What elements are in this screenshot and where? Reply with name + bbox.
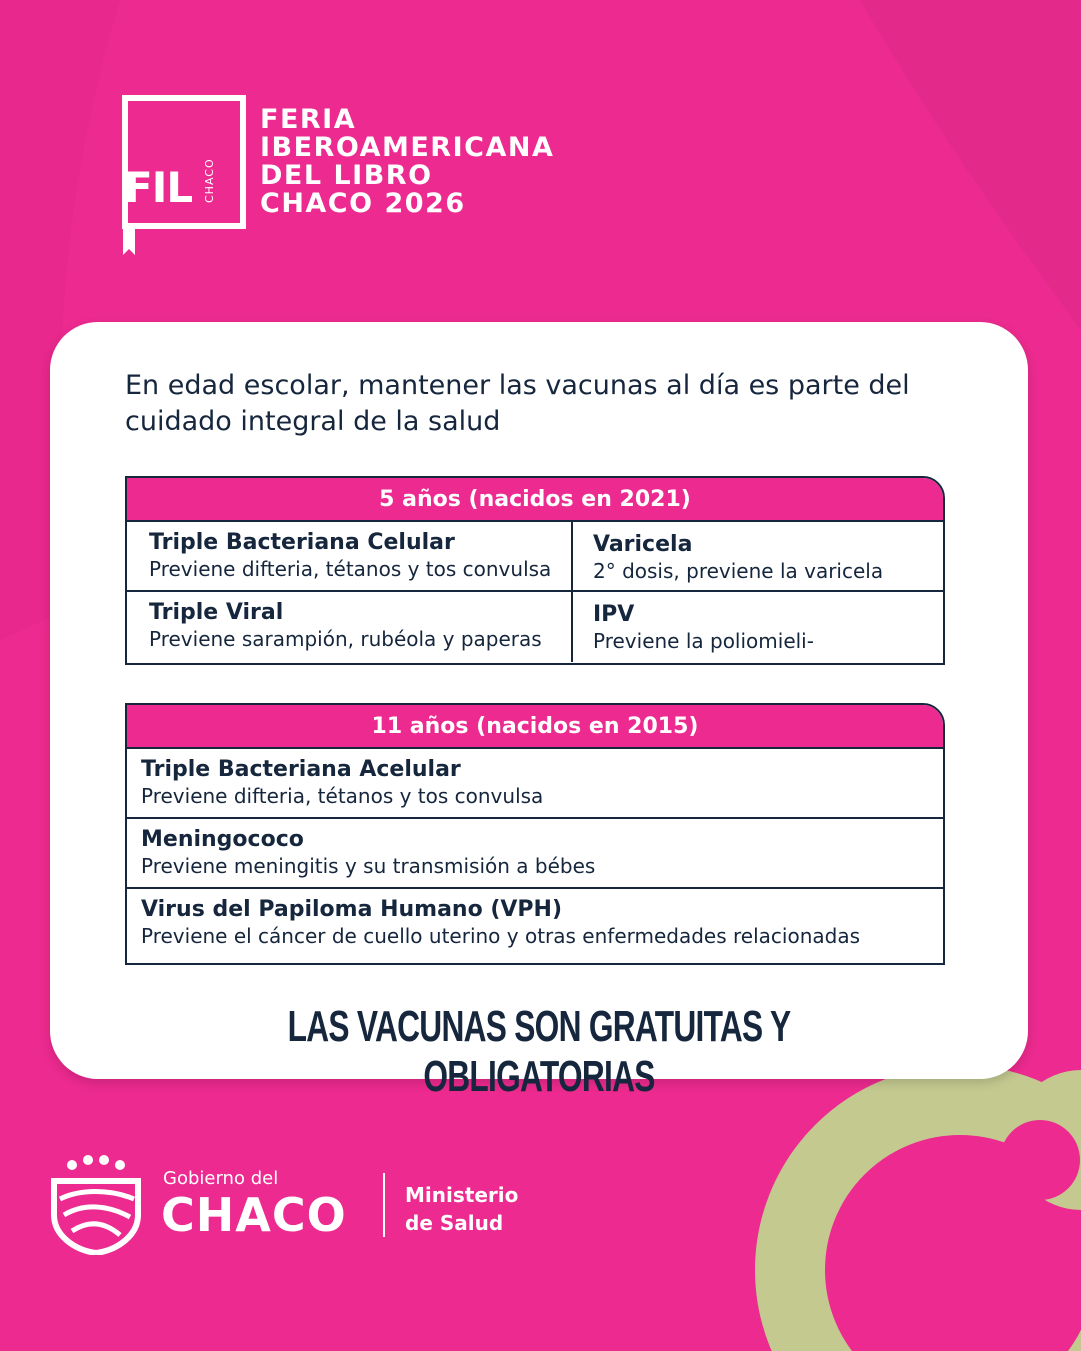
ministerio-label: Ministerio de Salud — [405, 1183, 519, 1235]
gobierno-label: Gobierno del — [163, 1168, 279, 1189]
table-row — [127, 889, 943, 961]
vaccine-description: 2° dosis, previene la varicela — [593, 559, 884, 583]
table-cell — [127, 522, 573, 590]
table-cell — [573, 592, 943, 662]
chaco-label: CHACO — [161, 1188, 347, 1242]
info-card — [50, 322, 1028, 1101]
vaccine-description: Previene difteria, tétanos y tos convulsa — [149, 557, 552, 581]
table-header: 11 años (nacidos en 2015) — [127, 705, 943, 749]
fil-logo — [122, 95, 248, 260]
bookmark-icon — [122, 229, 136, 257]
vaccine-table-11-years — [125, 703, 945, 965]
vaccine-name: IPV — [593, 602, 635, 627]
vaccine-description: Previene meningitis y su transmisión a bébes — [141, 854, 596, 878]
table-row — [127, 749, 943, 819]
table-header: 5 años (nacidos en 2021) — [127, 478, 943, 522]
event-title: FERIA IBEROAMERICANA DEL LIBRO CHACO 2026 — [260, 104, 555, 219]
fil-logo-side-text: CHACO — [203, 158, 216, 203]
vaccine-name: Varicela — [593, 532, 693, 557]
slogan: LAS VACUNAS SON GRATUITAS Y OBLIGATORIAS — [287, 1002, 791, 1101]
vaccine-description: Previene sarampión, rubéola y paperas — [149, 627, 542, 651]
fil-logo-text: FIL — [124, 163, 193, 212]
vaccine-name: Virus del Papiloma Humano (VPH) — [141, 897, 563, 922]
vaccine-name: Triple Bacteriana Acelular — [141, 757, 461, 782]
table-cell — [127, 592, 573, 662]
vaccine-name: Meningococo — [141, 827, 304, 852]
vaccine-description: Previene el cáncer de cuello uterino y otras enfermedades relacionadas — [141, 924, 861, 948]
table-row — [127, 819, 943, 889]
table-row — [127, 522, 943, 592]
vaccine-table-5-years — [125, 476, 945, 665]
vaccine-description: Previene la poliomieli- — [593, 629, 814, 653]
table-row — [127, 592, 943, 662]
vaccine-description: Previene difteria, tétanos y tos convulsa — [141, 784, 544, 808]
vaccine-name: Triple Bacteriana Celular — [149, 530, 455, 555]
gobierno-chaco-logo-icon — [50, 1155, 142, 1255]
vaccine-name: Triple Viral — [149, 600, 284, 625]
intro-text: En edad escolar, mantener las vacunas al día es parte del cuidado integral de la salud — [125, 370, 910, 437]
table-cell — [573, 522, 943, 590]
footer-divider — [383, 1173, 385, 1237]
